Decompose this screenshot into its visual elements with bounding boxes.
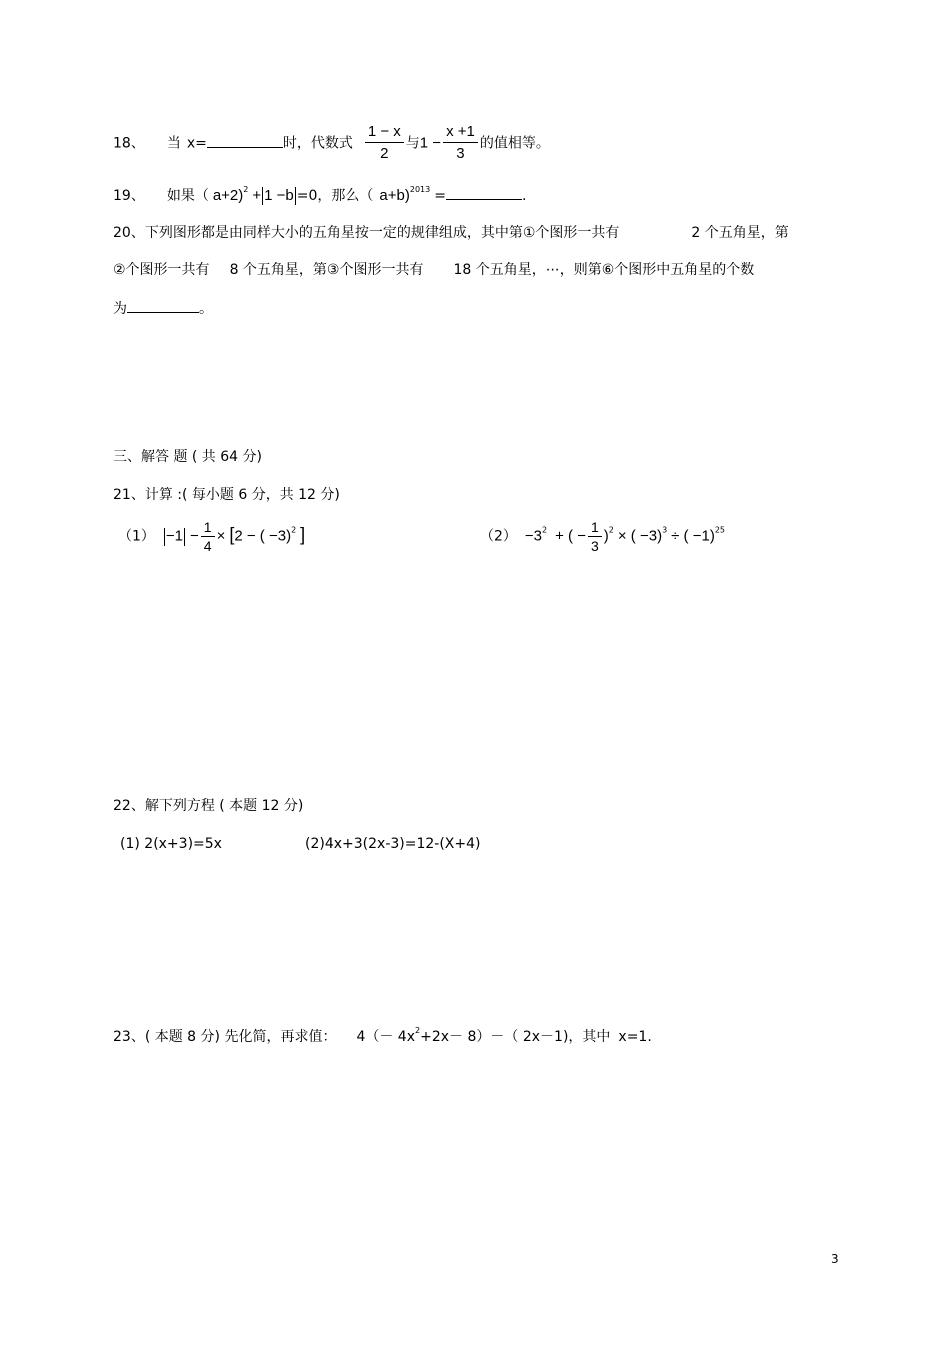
fraction: $\frac{1}{4}$	[201, 518, 215, 555]
abs-bar	[164, 528, 165, 546]
abs-bar	[295, 187, 296, 205]
question-21-title: 21、计算 :( 每小题 6 分，共 12 分)	[113, 487, 340, 503]
answer-blank	[207, 133, 283, 148]
abs-bar	[262, 187, 263, 205]
question-19: 19、 如果（ a+2)$^2$ + 1 −b =0，那么（ a+b)$^{2013}$ = .	[113, 185, 527, 204]
question-22-title: 22、解下列方程 ( 本题 12 分)	[113, 798, 304, 814]
question-23: 23、( 本题 8 分) 先化简，再求值： $4(- 4x^2+2x- 8)-$（ 2x－1)，其中 x=1.	[113, 1026, 652, 1045]
abs-bar	[184, 528, 185, 546]
question-18: 18、 当 x= 时，代数式 $\frac{1 - x}{2}$ 与1 − $\frac{x +1}{3}$ 的值相等。	[113, 122, 550, 165]
question-21-part-2: $(2) -3^2$ + ( − $\frac{1}{3}$ )$^2$ × ( −3)$^3$ ÷ ( −1)$^{25}$	[480, 519, 726, 554]
question-20-line-3: 为 。	[113, 298, 213, 319]
page-number: 3	[831, 1252, 839, 1266]
question-22-part-1: (1) 2(x+3)=5x	[120, 836, 222, 852]
fraction: $\frac{x +1}{3}$	[443, 122, 478, 165]
fraction: $\frac{1 - x}{2}$	[365, 122, 404, 165]
question-21-part-1: （1） −1 − $\frac{1}{4}$ × [2 − ( −3)$^2$ ]	[118, 519, 306, 554]
question-number: 18、	[113, 135, 145, 152]
question-20-line-2: ②个图形一共有 8 个五角星，第③个图形一共有 18 个五角星，⋯，则第⑥个图形中五角星的个数	[113, 262, 755, 278]
question-22-part-2: (2)4x+3(2x-3)=12-(X+4)	[305, 836, 481, 852]
answer-blank	[127, 298, 199, 313]
question-20-line-1: 20、下列图形都是由同样大小的五角星按一定的规律组成，其中第①个图形一共有 2 个五角星，第	[113, 225, 789, 241]
fraction: $\frac{1}{3}$	[588, 518, 602, 555]
question-number: 19、	[113, 188, 145, 204]
section-title: 三、解答 题 ( 共 64 分)	[113, 449, 262, 465]
answer-blank	[446, 185, 522, 200]
